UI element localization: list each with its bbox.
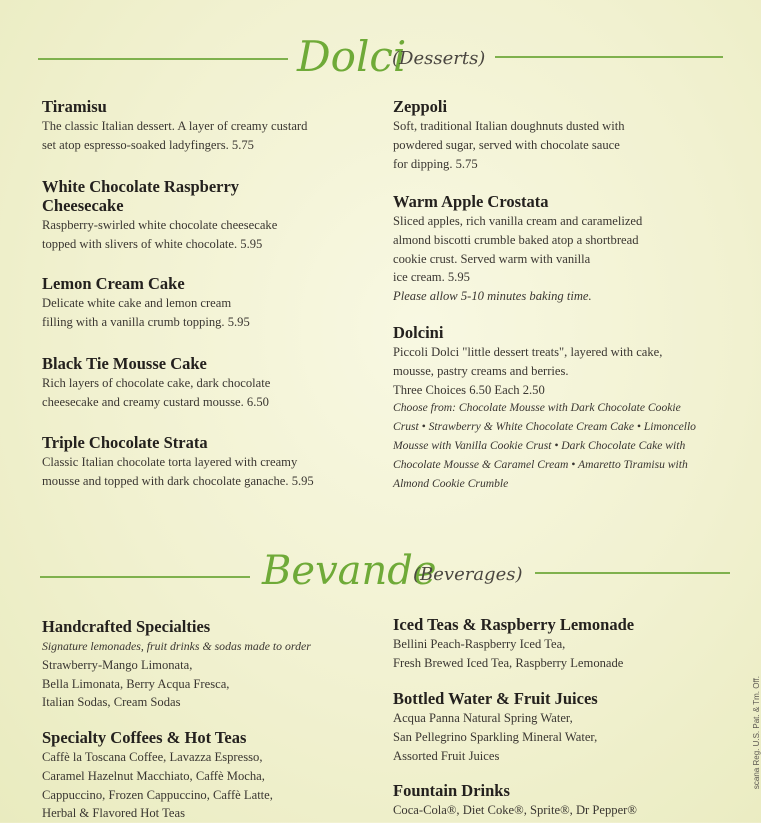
handcrafted-note: Signature lemonades, fruit drinks & sodas made to order: [42, 639, 311, 653]
item-desc: [393, 117, 743, 173]
item-desc: [42, 117, 372, 155]
desc-line: San Pellegrino Sparkling Mineral Water,: [393, 729, 598, 744]
item-desc: [393, 343, 755, 399]
desc-line: almond biscotti crumble baked atop a shortbread: [393, 232, 639, 247]
desc-line: topped with slivers of white chocolate. 5.95: [42, 236, 263, 251]
menu-item-iced-teas: [393, 615, 743, 673]
menu-item-white-chocolate-raspberry-cheesecake: [42, 177, 372, 254]
desc-line: Bellini Peach-Raspberry Iced Tea,: [393, 637, 566, 651]
item-name: Triple Chocolate Strata: [42, 433, 208, 452]
dolci-rule-left: [38, 58, 288, 60]
dolci-rule-right: [495, 56, 723, 58]
desc-line: Rich layers of chocolate cake, dark chocolate: [42, 376, 271, 390]
desc-line: Caffè la Toscana Coffee, Lavazza Espresso,: [42, 750, 263, 764]
item-desc: [42, 637, 387, 712]
choices-line: Crust • Strawberry & White Chocolate Cream Cake • Limoncello: [393, 420, 696, 434]
desc-line: Cappuccino, Frozen Cappuccino, Caffè Latte,: [42, 787, 273, 802]
item-name: Lemon Cream Cake: [42, 274, 185, 293]
dolci-subtitle: (Desserts): [392, 48, 486, 69]
menu-item-black-tie-mousse-cake: [42, 354, 372, 412]
choices-line: Almond Cookie Crumble: [393, 476, 509, 490]
item-name: Dolcini: [393, 323, 444, 342]
price-line: Three Choices 6.50 Each 2.50: [393, 382, 545, 397]
menu-item-specialty-coffees: [42, 728, 387, 823]
desc-line: Raspberry-swirled white chocolate cheesecake: [42, 218, 278, 232]
dolcini-choices: [393, 399, 755, 493]
bevande-title: Bevande: [262, 548, 437, 594]
menu-item-handcrafted-specialties: [42, 617, 387, 712]
desc-line: for dipping. 5.75: [393, 156, 478, 171]
desc-line: Italian Sodas, Cream Sodas: [42, 695, 181, 710]
desc-line: Classic Italian chocolate torta layered with creamy: [42, 455, 298, 469]
bevande-rule-left: [40, 576, 250, 578]
item-desc: [42, 748, 387, 823]
item-desc: [393, 212, 743, 306]
item-name: Zeppoli: [393, 97, 448, 116]
menu-item-triple-chocolate-strata: [42, 433, 387, 491]
item-name: Specialty Coffees & Hot Teas: [42, 728, 247, 747]
menu-item-fountain-drinks: [393, 781, 743, 820]
item-name: Warm Apple Crostata: [393, 192, 549, 211]
bevande-subtitle: (Beverages): [413, 564, 523, 585]
item-name-line: Cheesecake: [42, 196, 124, 215]
item-name: Handcrafted Specialties: [42, 617, 211, 636]
item-name: Black Tie Mousse Cake: [42, 354, 207, 373]
item-desc: [393, 709, 743, 765]
menu-item-warm-apple-crostata: [393, 192, 743, 306]
item-name: Bottled Water & Fruit Juices: [393, 689, 598, 708]
item-desc: [42, 294, 372, 332]
desc-line: Coca-Cola®, Diet Coke®, Sprite®, Dr Pepper®: [393, 803, 637, 817]
desc-line: Soft, traditional Italian doughnuts dusted with: [393, 119, 625, 133]
item-name: Tiramisu: [42, 97, 107, 116]
item-desc: [393, 635, 743, 673]
desc-line: cheesecake and creamy custard mousse. 6.50: [42, 394, 269, 409]
baking-note: Please allow 5-10 minutes baking time.: [393, 289, 592, 304]
desc-line: mousse and topped with dark chocolate ganache. 5.95: [42, 473, 314, 488]
bevande-rule-right: [535, 572, 730, 574]
item-name: [42, 177, 372, 215]
item-desc: [393, 801, 743, 820]
trademark-note: scana Reg. U.S. Pat. & Tm. Off.: [752, 676, 761, 790]
menu-item-lemon-cream-cake: [42, 274, 372, 332]
desc-line: Fresh Brewed Iced Tea, Raspberry Lemonade: [393, 655, 624, 670]
desc-line: filling with a vanilla crumb topping. 5.95: [42, 314, 250, 329]
dolci-title: Dolci: [297, 32, 407, 81]
desc-line: ice cream. 5.95: [393, 270, 470, 285]
choices-line: Mousse with Vanilla Cookie Crust • Dark Chocolate Cake with: [393, 438, 686, 452]
choices-line: Chocolate Mousse & Caramel Cream • Amaretto Tiramisu with: [393, 457, 688, 471]
desc-line: powdered sugar, served with chocolate sauce: [393, 137, 620, 152]
desc-line: Sliced apples, rich vanilla cream and caramelized: [393, 214, 643, 228]
desc-line: mousse, pastry creams and berries.: [393, 363, 569, 378]
item-desc: [42, 453, 387, 491]
menu-item-bottled-water: [393, 689, 743, 765]
item-name: Fountain Drinks: [393, 781, 510, 800]
desc-line: cookie crust. Served warm with vanilla: [393, 251, 591, 266]
menu-item-zeppoli: [393, 97, 743, 173]
item-desc: [42, 216, 372, 254]
desc-line: The classic Italian dessert. A layer of creamy custard: [42, 119, 308, 133]
desc-line: Bella Limonata, Berry Acqua Fresca,: [42, 676, 230, 691]
bevande-header: [0, 548, 760, 618]
desc-line: Delicate white cake and lemon cream: [42, 296, 232, 310]
menu-item-tiramisu: [42, 97, 372, 155]
choices-line: Choose from: Chocolate Mousse with Dark Chocolate Cookie: [393, 401, 681, 415]
desc-line: Strawberry-Mango Limonata,: [42, 657, 193, 672]
item-name-line: White Chocolate Raspberry: [42, 177, 240, 196]
menu-item-dolcini: [393, 323, 755, 493]
dolci-header: [0, 30, 760, 100]
desc-line: Piccoli Dolci "little dessert treats", layered with cake,: [393, 345, 663, 359]
item-desc: [42, 374, 372, 412]
desc-line: Herbal & Flavored Hot Teas: [42, 806, 185, 821]
item-name: Iced Teas & Raspberry Lemonade: [393, 615, 635, 634]
desc-line: set atop espresso-soaked ladyfingers. 5.75: [42, 137, 254, 152]
desc-line: Assorted Fruit Juices: [393, 748, 500, 763]
desc-line: Caramel Hazelnut Macchiato, Caffè Mocha,: [42, 768, 265, 783]
desc-line: Acqua Panna Natural Spring Water,: [393, 711, 573, 725]
